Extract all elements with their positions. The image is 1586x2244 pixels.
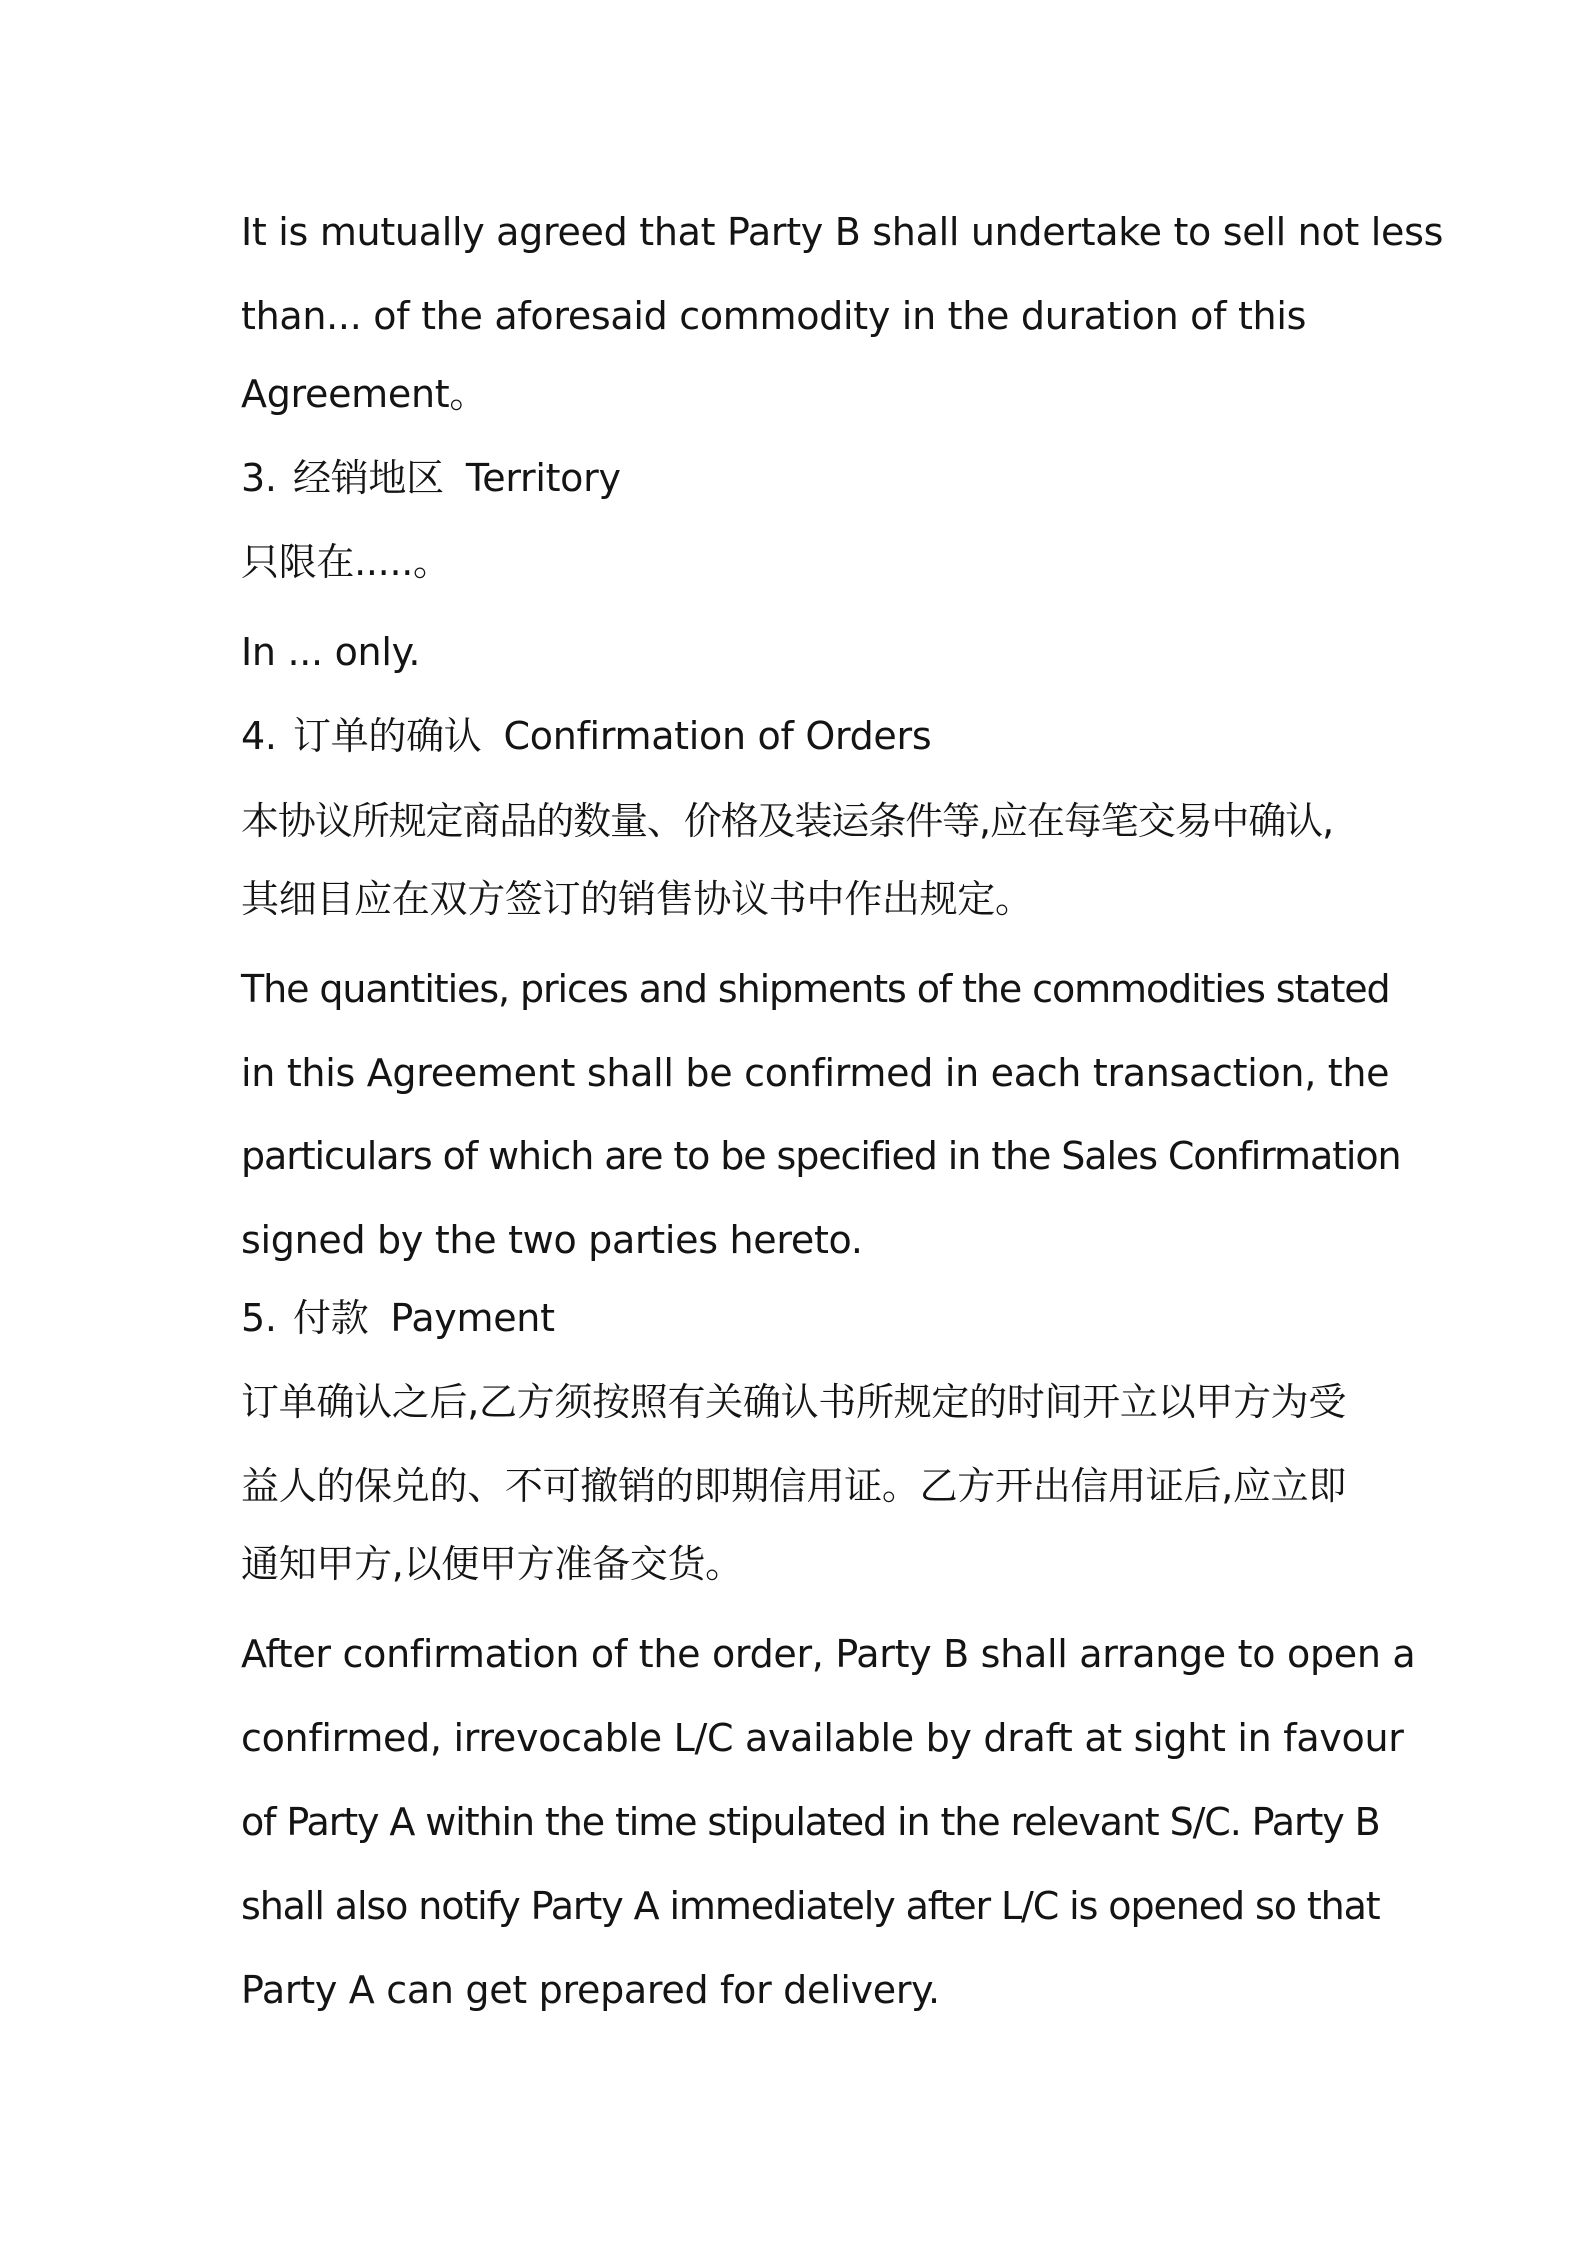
intro-line-2: than... of the aforesaid commodity in the duration of this — [241, 294, 1307, 338]
section-5-title-en: Payment — [390, 1296, 555, 1340]
section-4-zh-line-2: 其细目应在双方签订的销售协议书中作出规定。 — [241, 877, 1033, 921]
section-3-heading — [241, 452, 1361, 504]
section-5-en-line-3: of Party A within the time stipulated in the relevant S/C. Party B — [241, 1800, 1380, 1844]
section-4-zh-line-1: 本协议所规定商品的数量、价格及装运条件等,应在每笔交易中确认, — [241, 799, 1334, 843]
section-4-title-zh: 订单的确认 — [293, 714, 482, 758]
section-4-en-line-1: The quantities, prices and shipments of the commodities stated — [241, 967, 1390, 1011]
section-4-title-en: Confirmation of Orders — [503, 714, 932, 758]
section-4-heading — [241, 710, 1361, 762]
section-4-en-line-3: particulars of which are to be specified in the Sales Confirmation — [241, 1134, 1401, 1178]
section-5-zh-line-3: 通知甲方,以便甲方准备交货。 — [241, 1542, 743, 1586]
section-3-number: 3. — [241, 456, 277, 500]
section-3-title-en: Territory — [465, 456, 621, 500]
section-3-title-zh: 经销地区 — [293, 456, 444, 500]
section-5-en-line-5: Party A can get prepared for delivery. — [241, 1968, 940, 2012]
section-3-en-line-1: In ... only. — [241, 630, 421, 674]
intro-line-3: Agreement。 — [241, 372, 488, 416]
section-4-en-line-2: in this Agreement shall be confirmed in each transaction, the — [241, 1051, 1390, 1095]
section-3-zh-line-1: 只限在.....。 — [241, 540, 451, 584]
section-5-zh-line-2: 益人的保兑的、不可撤销的即期信用证。乙方开出信用证后,应立即 — [241, 1464, 1347, 1508]
section-4-number: 4. — [241, 714, 277, 758]
section-5-number: 5. — [241, 1296, 277, 1340]
section-5-en-line-1: After confirmation of the order, Party B shall arrange to open a — [241, 1632, 1416, 1676]
section-5-title-zh: 付款 — [293, 1296, 369, 1340]
section-4-en-line-4: signed by the two parties hereto. — [241, 1218, 863, 1262]
intro-line-1: It is mutually agreed that Party B shall undertake to sell not less — [241, 210, 1444, 254]
section-5-zh-line-1: 订单确认之后,乙方须按照有关确认书所规定的时间开立以甲方为受 — [241, 1380, 1347, 1424]
section-5-en-line-4: shall also notify Party A immediately after L/C is opened so that — [241, 1884, 1380, 1928]
section-5-heading — [241, 1292, 1361, 1344]
section-5-en-line-2: confirmed, irrevocable L/C available by draft at sight in favour — [241, 1716, 1404, 1760]
